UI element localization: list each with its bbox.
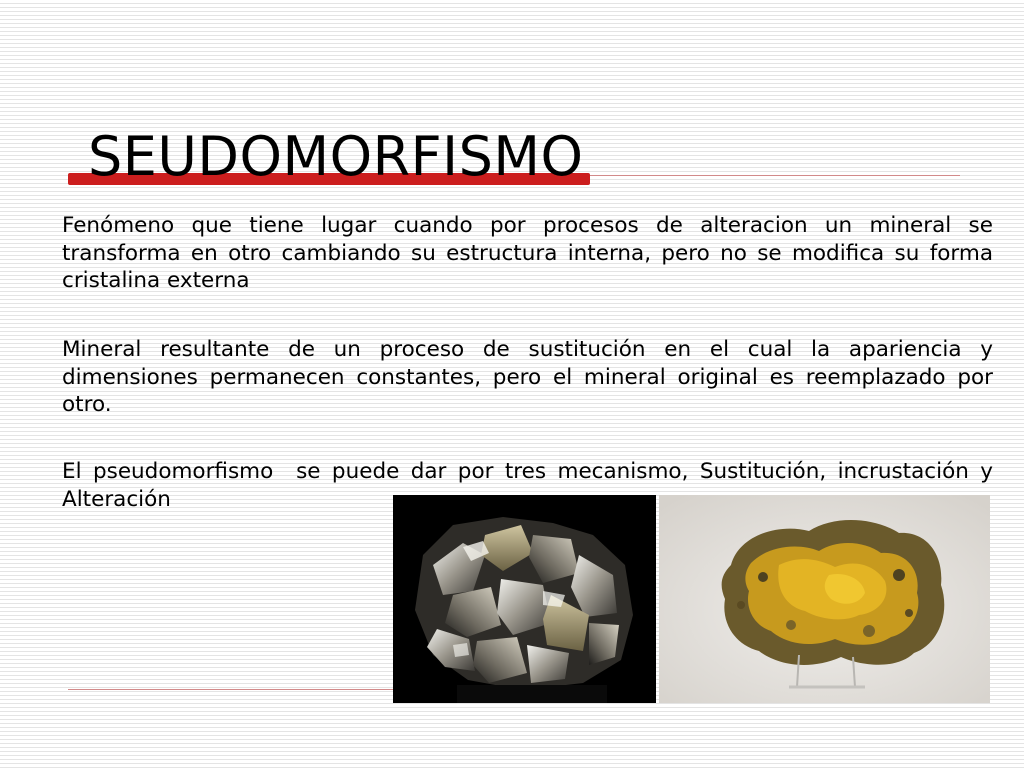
bottom-rule-line xyxy=(68,689,393,690)
limonite-image-drawing xyxy=(659,495,990,703)
pyrite-image-drawing xyxy=(393,495,656,703)
limonite-photo xyxy=(659,495,990,703)
slide-title: SEUDOMORFISMO xyxy=(88,125,584,188)
pyrite-photo xyxy=(393,495,656,703)
title-rule-line xyxy=(590,175,960,176)
paragraph-resulting-mineral: Mineral resultante de un proceso de sustitución en el cual la apariencia y dimensiones permanecen constantes, pero el mineral original es reemplazado por otro. xyxy=(62,337,993,417)
paragraph-definition: Fenómeno que tiene lugar cuando por procesos de alteracion un mineral se transforma en otro cambiando su estructura interna, pero no se modifica su forma cristalina externa xyxy=(62,213,993,293)
paragraph-mechanisms: El pseudomorfismo se puede dar por tres mecanismo, Sustitución, incrustación y Alteración xyxy=(62,459,1000,512)
